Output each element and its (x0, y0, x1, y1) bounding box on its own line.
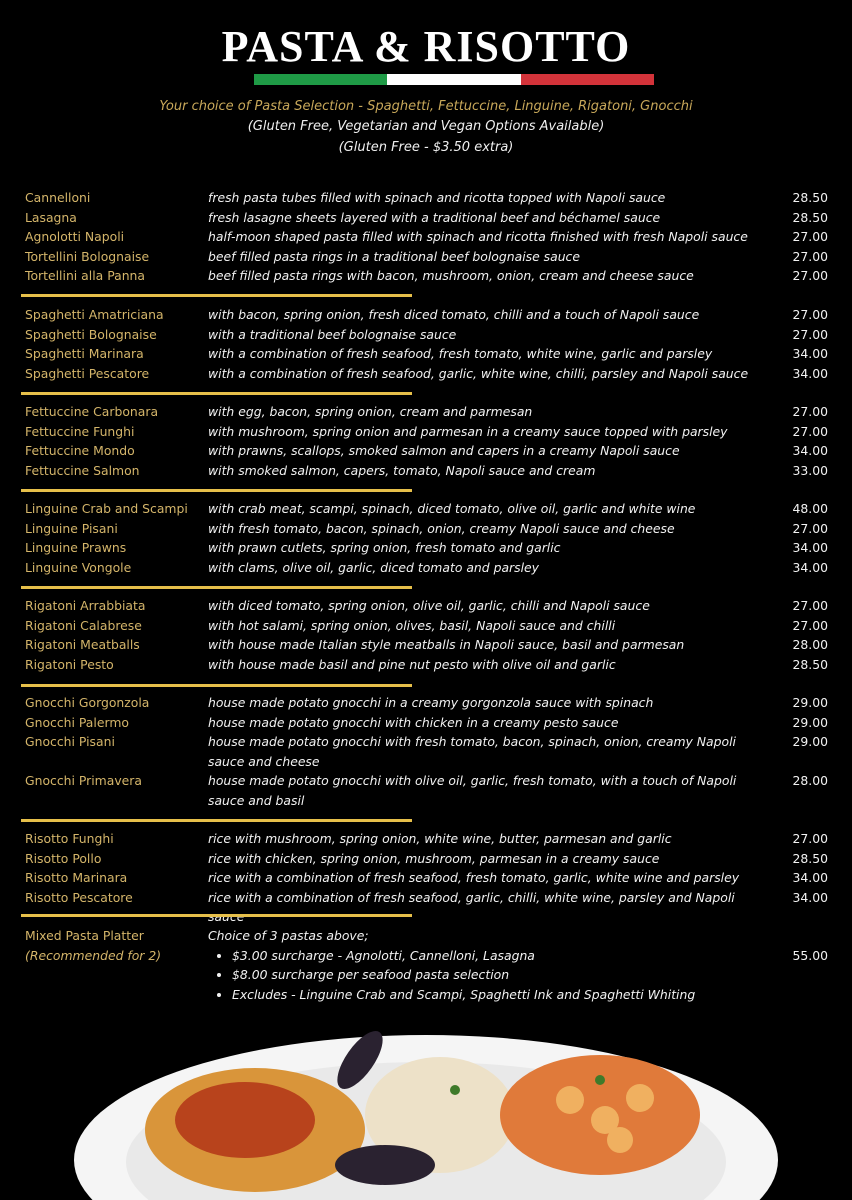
item-price: 33.00 (792, 462, 828, 478)
pasta-dish-photo (0, 1010, 852, 1200)
item-name: Gnocchi Pisani (25, 734, 115, 749)
item-price: 48.00 (792, 501, 828, 516)
item-name: Agnolotti Napoli (25, 229, 125, 244)
menu-item (25, 364, 828, 384)
platter-name-block (25, 926, 161, 965)
section-divider (21, 294, 412, 297)
item-price: 28.50 (792, 209, 828, 225)
item-name: Fettuccine Salmon (25, 462, 140, 478)
pasta-selection-note: Your choice of Pasta Selection - Spaghetti, Fettuccine, Linguine, Rigatoni, Gnocchi (159, 99, 693, 114)
platter-condition: • $8.00 surcharge per seafood pasta selection (232, 965, 828, 985)
item-name: Spaghetti Pescatore (25, 365, 150, 381)
item-description: with smoked salmon, capers, tomato, Napoli sauce and cream (208, 462, 596, 478)
menu-item (25, 227, 828, 247)
item-description: fresh lasagne sheets layered with a traditional beef and béchamel sauce (208, 209, 661, 225)
item-description: with clams, olive oil, garlic, diced tomato and parsley (208, 559, 539, 575)
item-name: Fettuccine Carbonara (25, 404, 159, 419)
menu-item (25, 558, 828, 578)
item-description: rice with chicken, spring onion, mushroom, parmesan in a creamy sauce (208, 850, 660, 866)
parsley-garnish (595, 1075, 605, 1085)
item-description: house made potato gnocchi in a creamy gorgonzola sauce with spinach (208, 695, 654, 710)
item-price: 34.00 (792, 559, 828, 575)
item-price: 27.00 (792, 423, 828, 439)
platter-conditions-list (208, 946, 828, 1005)
item-price: 27.00 (792, 831, 828, 846)
item-price: 29.00 (792, 734, 828, 749)
item-name: Rigatoni Arrabbiata (25, 598, 146, 613)
item-name: Risotto Funghi (25, 831, 114, 846)
section-spaghetti (25, 305, 828, 383)
item-description: beef filled pasta rings with bacon, mushroom, onion, cream and cheese sauce (208, 268, 694, 283)
spaghetti-sauce (175, 1082, 315, 1158)
item-name: Spaghetti Marinara (25, 346, 144, 361)
section-gnocchi (25, 693, 828, 810)
platter-intro: Choice of 3 pastas above; (208, 928, 369, 943)
section-risotto (25, 829, 828, 927)
item-description: with fresh tomato, bacon, spinach, onion, creamy Napoli sauce and cheese (208, 520, 675, 536)
platter-name: Mixed Pasta Platter (25, 928, 144, 943)
item-price: 29.00 (792, 714, 828, 730)
item-description: half-moon shaped pasta filled with spinach and ricotta finished with fresh Napoli sauce (208, 229, 748, 244)
menu-item (25, 344, 828, 364)
item-name: Spaghetti Bolognaise (25, 326, 157, 342)
item-description: with hot salami, spring onion, olives, basil, Napoli sauce and chilli (208, 617, 616, 633)
item-name: Risotto Pollo (25, 850, 102, 866)
item-name: Fettuccine Mondo (25, 443, 135, 458)
gnocchi-piece (626, 1084, 654, 1112)
item-price: 28.00 (792, 637, 828, 652)
flag-green (254, 74, 387, 85)
item-name: Risotto Marinara (25, 870, 128, 885)
section-linguine (25, 499, 828, 577)
item-name: Rigatoni Pesto (25, 656, 114, 672)
item-name: Tortellini Bolognaise (25, 248, 150, 264)
parsley-garnish (450, 1085, 460, 1095)
menu-item (25, 868, 828, 888)
dietary-options-note: (Gluten Free, Vegetarian and Vegan Options Available) (247, 119, 605, 134)
item-price: 27.00 (792, 598, 828, 613)
item-name: Spaghetti Amatriciana (25, 307, 164, 322)
item-price: 34.00 (792, 889, 828, 905)
section-divider (21, 392, 412, 395)
item-description: rice with a combination of fresh seafood, garlic, chilli, white wine, parsley and Napoli (208, 889, 735, 905)
item-name: Cannelloni (25, 190, 91, 205)
item-price: 28.50 (792, 190, 828, 205)
item-description: with egg, bacon, spring onion, cream and parmesan (208, 404, 533, 419)
platter-recommendation: (Recommended for 2) (25, 947, 162, 963)
item-description: house made potato gnocchi with fresh tomato, bacon, spinach, onion, creamy Napoli sauce and cheese (208, 734, 736, 769)
menu-item (25, 422, 828, 442)
item-price: 27.00 (792, 229, 828, 244)
item-description: with house made Italian style meatballs in Napoli sauce, basil and parmesan (208, 637, 685, 652)
gluten-free-surcharge-note: (Gluten Free - $3.50 extra) (338, 140, 514, 155)
item-description: with prawn cutlets, spring onion, fresh tomato and garlic (208, 540, 561, 555)
menu-item (25, 693, 828, 713)
menu-item (25, 888, 828, 927)
item-description: fresh pasta tubes filled with spinach and ricotta topped with Napoli sauce (208, 190, 666, 205)
item-description: beef filled pasta rings in a traditional beef bolognaise sauce (208, 248, 580, 264)
item-name: Linguine Prawns (25, 540, 127, 555)
item-description: with house made basil and pine nut pesto with olive oil and garlic (208, 656, 616, 672)
menu-item (25, 732, 828, 771)
section-divider (21, 684, 412, 687)
flag-white (387, 74, 520, 85)
menu-item (25, 499, 828, 519)
menu-item (25, 655, 828, 675)
menu-item (25, 829, 828, 849)
menu-item (25, 188, 828, 208)
menu-item (25, 771, 828, 810)
item-name: Gnocchi Gorgonzola (25, 695, 150, 710)
section-divider (21, 914, 412, 917)
item-price: 34.00 (792, 365, 828, 381)
item-price: 34.00 (792, 870, 828, 885)
item-description: with prawns, scallops, smoked salmon and capers in a creamy Napoli sauce (208, 443, 680, 458)
menu-item (25, 402, 828, 422)
item-price: 27.00 (792, 307, 828, 322)
item-price: 27.00 (792, 617, 828, 633)
item-price: 34.00 (792, 346, 828, 361)
platter-price: 55.00 (792, 947, 828, 963)
menu-item (25, 596, 828, 616)
mussel-shell (335, 1145, 435, 1185)
item-price: 28.00 (792, 773, 828, 788)
menu-item (25, 266, 828, 286)
section-fettuccine (25, 402, 828, 480)
menu-item (25, 325, 828, 345)
menu-item (25, 208, 828, 228)
item-name: Rigatoni Meatballs (25, 637, 140, 652)
item-price: 34.00 (792, 540, 828, 555)
menu-item (25, 616, 828, 636)
item-description: with mushroom, spring onion and parmesan in a creamy sauce topped with parsley (208, 423, 728, 439)
item-description: house made potato gnocchi with chicken in a creamy pesto sauce (208, 714, 619, 730)
menu-item (25, 849, 828, 869)
item-description: with a traditional beef bolognaise sauce (208, 326, 457, 342)
menu-item (25, 247, 828, 267)
platter-condition: • $3.00 surcharge - Agnolotti, Cannelloni, Lasagna (232, 946, 828, 966)
item-description: rice with mushroom, spring onion, white wine, butter, parmesan and garlic (208, 831, 672, 846)
item-name: Tortellini alla Panna (25, 268, 145, 283)
section-divider (21, 489, 412, 492)
mixed-pasta-platter (25, 926, 828, 1004)
item-description: with a combination of fresh seafood, fresh tomato, white wine, garlic and parsley (208, 346, 713, 361)
menu-item (25, 441, 828, 461)
item-description: rice with a combination of fresh seafood, fresh tomato, garlic, white wine and parsley (208, 870, 740, 885)
platter-description (208, 926, 828, 1004)
gnocchi-piece (556, 1086, 584, 1114)
item-price: 28.50 (792, 850, 828, 866)
menu-item (25, 461, 828, 481)
item-name: Linguine Pisani (25, 520, 118, 536)
item-name: Rigatoni Calabrese (25, 617, 142, 633)
item-description: house made potato gnocchi with olive oil, garlic, fresh tomato, with a touch of Napoli sauce and basil (208, 773, 737, 808)
menu-item (25, 713, 828, 733)
menu-title: PASTA & RISOTTO (221, 22, 631, 71)
item-price: 29.00 (792, 695, 828, 710)
item-name: Fettuccine Funghi (25, 423, 135, 439)
item-description: with a combination of fresh seafood, garlic, white wine, chilli, parsley and Napoli sauce (208, 365, 749, 381)
flag-red (521, 74, 654, 85)
item-price: 28.50 (792, 656, 828, 672)
section-rigatoni (25, 596, 828, 674)
section-divider (21, 586, 412, 589)
item-price: 27.00 (792, 268, 828, 283)
menu-item (25, 519, 828, 539)
item-name: Linguine Vongole (25, 559, 132, 575)
section-pasta-filled (25, 188, 828, 286)
item-price: 27.00 (792, 520, 828, 536)
item-description: with crab meat, scampi, spinach, diced tomato, olive oil, garlic and white wine (208, 501, 696, 516)
item-price: 27.00 (792, 404, 828, 419)
item-price: 27.00 (792, 248, 828, 264)
menu-item (25, 538, 828, 558)
item-name: Risotto Pescatore (25, 889, 133, 905)
menu-item (25, 305, 828, 325)
item-name: Gnocchi Palermo (25, 714, 129, 730)
item-price: 27.00 (792, 326, 828, 342)
section-divider (21, 819, 412, 822)
italian-flag-stripe (254, 74, 654, 85)
item-name: Linguine Crab and Scampi (25, 501, 188, 516)
item-name: Lasagna (25, 209, 77, 225)
item-description: with bacon, spring onion, fresh diced tomato, chilli and a touch of Napoli sauce (208, 307, 700, 322)
gnocchi-piece (607, 1127, 633, 1153)
platter-condition: • Excludes - Linguine Crab and Scampi, Spaghetti Ink and Spaghetti Whiting (232, 985, 828, 1005)
menu-item (25, 635, 828, 655)
item-price: 34.00 (792, 443, 828, 458)
item-name: Gnocchi Primavera (25, 773, 142, 788)
item-description: with diced tomato, spring onion, olive oil, garlic, chilli and Napoli sauce (208, 598, 650, 613)
